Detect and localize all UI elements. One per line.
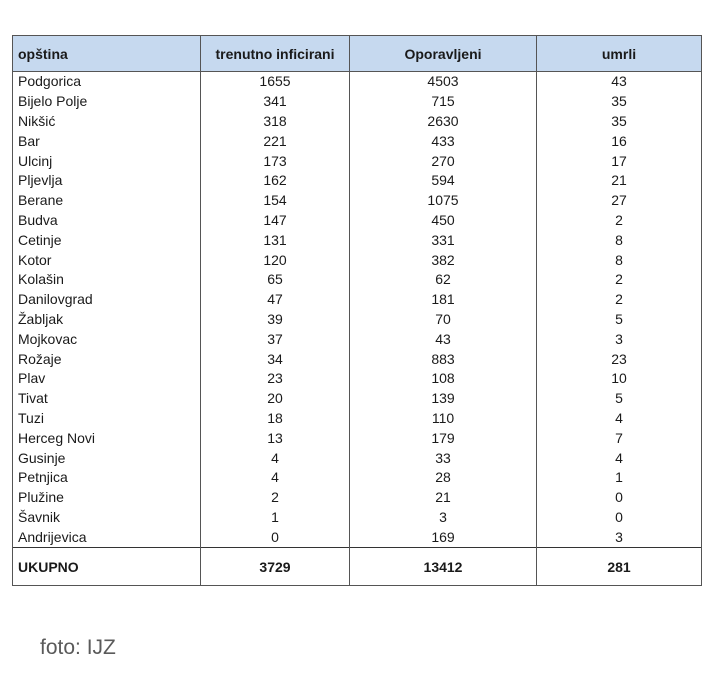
deaths-cell: 0 — [537, 488, 702, 508]
municipality-cell: Plužine — [13, 488, 201, 508]
municipality-cell: Žabljak — [13, 310, 201, 330]
header-recovered: Oporavljeni — [350, 36, 537, 72]
photo-credit: foto: IJZ — [40, 636, 116, 659]
deaths-cell: 23 — [537, 349, 702, 369]
active-cases-cell: 0 — [201, 527, 350, 547]
table-row — [13, 409, 702, 429]
recovered-cell: 33 — [350, 448, 537, 468]
table-row — [13, 428, 702, 448]
deaths-cell: 4 — [537, 409, 702, 429]
municipality-cell: Cetinje — [13, 230, 201, 250]
deaths-cell: 43 — [537, 72, 702, 92]
active-cases-cell: 18 — [201, 409, 350, 429]
table-header-row — [13, 36, 702, 72]
active-cases-cell: 4 — [201, 448, 350, 468]
table-row — [13, 211, 702, 231]
active-cases-cell: 2 — [201, 488, 350, 508]
table-row — [13, 92, 702, 112]
active-cases-cell: 13 — [201, 428, 350, 448]
recovered-cell: 169 — [350, 527, 537, 547]
active-cases-cell: 1 — [201, 508, 350, 528]
table-row — [13, 508, 702, 528]
table-row — [13, 329, 702, 349]
deaths-cell: 3 — [537, 527, 702, 547]
recovered-cell: 382 — [350, 250, 537, 270]
deaths-cell: 0 — [537, 508, 702, 528]
recovered-cell: 21 — [350, 488, 537, 508]
recovered-cell: 1075 — [350, 191, 537, 211]
header-deaths: umrli — [537, 36, 702, 72]
active-cases-cell: 173 — [201, 151, 350, 171]
deaths-cell: 2 — [537, 270, 702, 290]
active-cases-cell: 47 — [201, 290, 350, 310]
municipality-cell: Berane — [13, 191, 201, 211]
municipality-cell: Tivat — [13, 389, 201, 409]
municipality-cell: Bar — [13, 131, 201, 151]
deaths-cell: 35 — [537, 112, 702, 132]
recovered-cell: 715 — [350, 92, 537, 112]
municipality-cell: Budva — [13, 211, 201, 231]
deaths-cell: 8 — [537, 230, 702, 250]
recovered-cell: 3 — [350, 508, 537, 528]
active-cases-cell: 23 — [201, 369, 350, 389]
table-row — [13, 349, 702, 369]
deaths-cell: 10 — [537, 369, 702, 389]
total-active-cases: 3729 — [201, 548, 350, 586]
table-row — [13, 310, 702, 330]
active-cases-cell: 147 — [201, 211, 350, 231]
active-cases-cell: 162 — [201, 171, 350, 191]
deaths-cell: 2 — [537, 211, 702, 231]
table-row — [13, 72, 702, 92]
recovered-cell: 62 — [350, 270, 537, 290]
table-row — [13, 488, 702, 508]
table-row — [13, 112, 702, 132]
deaths-cell: 7 — [537, 428, 702, 448]
active-cases-cell: 1655 — [201, 72, 350, 92]
table-row — [13, 389, 702, 409]
recovered-cell: 883 — [350, 349, 537, 369]
deaths-cell: 27 — [537, 191, 702, 211]
deaths-cell: 17 — [537, 151, 702, 171]
table-row — [13, 270, 702, 290]
recovered-cell: 179 — [350, 428, 537, 448]
table-row — [13, 131, 702, 151]
deaths-cell: 1 — [537, 468, 702, 488]
municipality-cell: Rožaje — [13, 349, 201, 369]
active-cases-cell: 221 — [201, 131, 350, 151]
municipality-cell: Ulcinj — [13, 151, 201, 171]
recovered-cell: 43 — [350, 329, 537, 349]
active-cases-cell: 131 — [201, 230, 350, 250]
table-row — [13, 230, 702, 250]
recovered-cell: 28 — [350, 468, 537, 488]
recovered-cell: 181 — [350, 290, 537, 310]
active-cases-cell: 318 — [201, 112, 350, 132]
deaths-cell: 2 — [537, 290, 702, 310]
deaths-cell: 21 — [537, 171, 702, 191]
recovered-cell: 4503 — [350, 72, 537, 92]
table-row — [13, 527, 702, 547]
active-cases-cell: 34 — [201, 349, 350, 369]
deaths-cell: 8 — [537, 250, 702, 270]
table-row — [13, 151, 702, 171]
active-cases-cell: 39 — [201, 310, 350, 330]
active-cases-cell: 120 — [201, 250, 350, 270]
total-recovered: 13412 — [350, 548, 537, 586]
recovered-cell: 70 — [350, 310, 537, 330]
deaths-cell: 35 — [537, 92, 702, 112]
active-cases-cell: 341 — [201, 92, 350, 112]
deaths-cell: 4 — [537, 448, 702, 468]
municipality-cell: Gusinje — [13, 448, 201, 468]
municipality-cell: Andrijevica — [13, 527, 201, 547]
municipality-cell: Tuzi — [13, 409, 201, 429]
active-cases-cell: 4 — [201, 468, 350, 488]
municipality-cell: Danilovgrad — [13, 290, 201, 310]
active-cases-cell: 20 — [201, 389, 350, 409]
recovered-cell: 594 — [350, 171, 537, 191]
municipality-cell: Šavnik — [13, 508, 201, 528]
table-row — [13, 191, 702, 211]
table-row — [13, 250, 702, 270]
municipality-cell: Bijelo Polje — [13, 92, 201, 112]
municipality-cell: Kotor — [13, 250, 201, 270]
active-cases-cell: 65 — [201, 270, 350, 290]
municipality-cell: Podgorica — [13, 72, 201, 92]
deaths-cell: 5 — [537, 389, 702, 409]
recovered-cell: 139 — [350, 389, 537, 409]
municipality-cell: Plav — [13, 369, 201, 389]
recovered-cell: 450 — [350, 211, 537, 231]
recovered-cell: 331 — [350, 230, 537, 250]
table-row — [13, 171, 702, 191]
recovered-cell: 110 — [350, 409, 537, 429]
deaths-cell: 16 — [537, 131, 702, 151]
header-active-cases: trenutno inficirani — [201, 36, 350, 72]
municipality-cell: Kolašin — [13, 270, 201, 290]
recovered-cell: 270 — [350, 151, 537, 171]
active-cases-cell: 37 — [201, 329, 350, 349]
deaths-cell: 3 — [537, 329, 702, 349]
recovered-cell: 2630 — [350, 112, 537, 132]
table-row — [13, 369, 702, 389]
header-municipality: opština — [13, 36, 201, 72]
municipality-cell: Pljevlja — [13, 171, 201, 191]
recovered-cell: 433 — [350, 131, 537, 151]
table-row — [13, 290, 702, 310]
table-row — [13, 448, 702, 468]
covid-municipality-table — [12, 35, 701, 586]
total-deaths: 281 — [537, 548, 702, 586]
recovered-cell: 108 — [350, 369, 537, 389]
total-label: UKUPNO — [13, 548, 201, 586]
municipality-cell: Petnjica — [13, 468, 201, 488]
deaths-cell: 5 — [537, 310, 702, 330]
municipality-cell: Herceg Novi — [13, 428, 201, 448]
municipality-cell: Nikšić — [13, 112, 201, 132]
active-cases-cell: 154 — [201, 191, 350, 211]
table-row — [13, 468, 702, 488]
municipality-cell: Mojkovac — [13, 329, 201, 349]
table-total-row — [13, 548, 702, 586]
